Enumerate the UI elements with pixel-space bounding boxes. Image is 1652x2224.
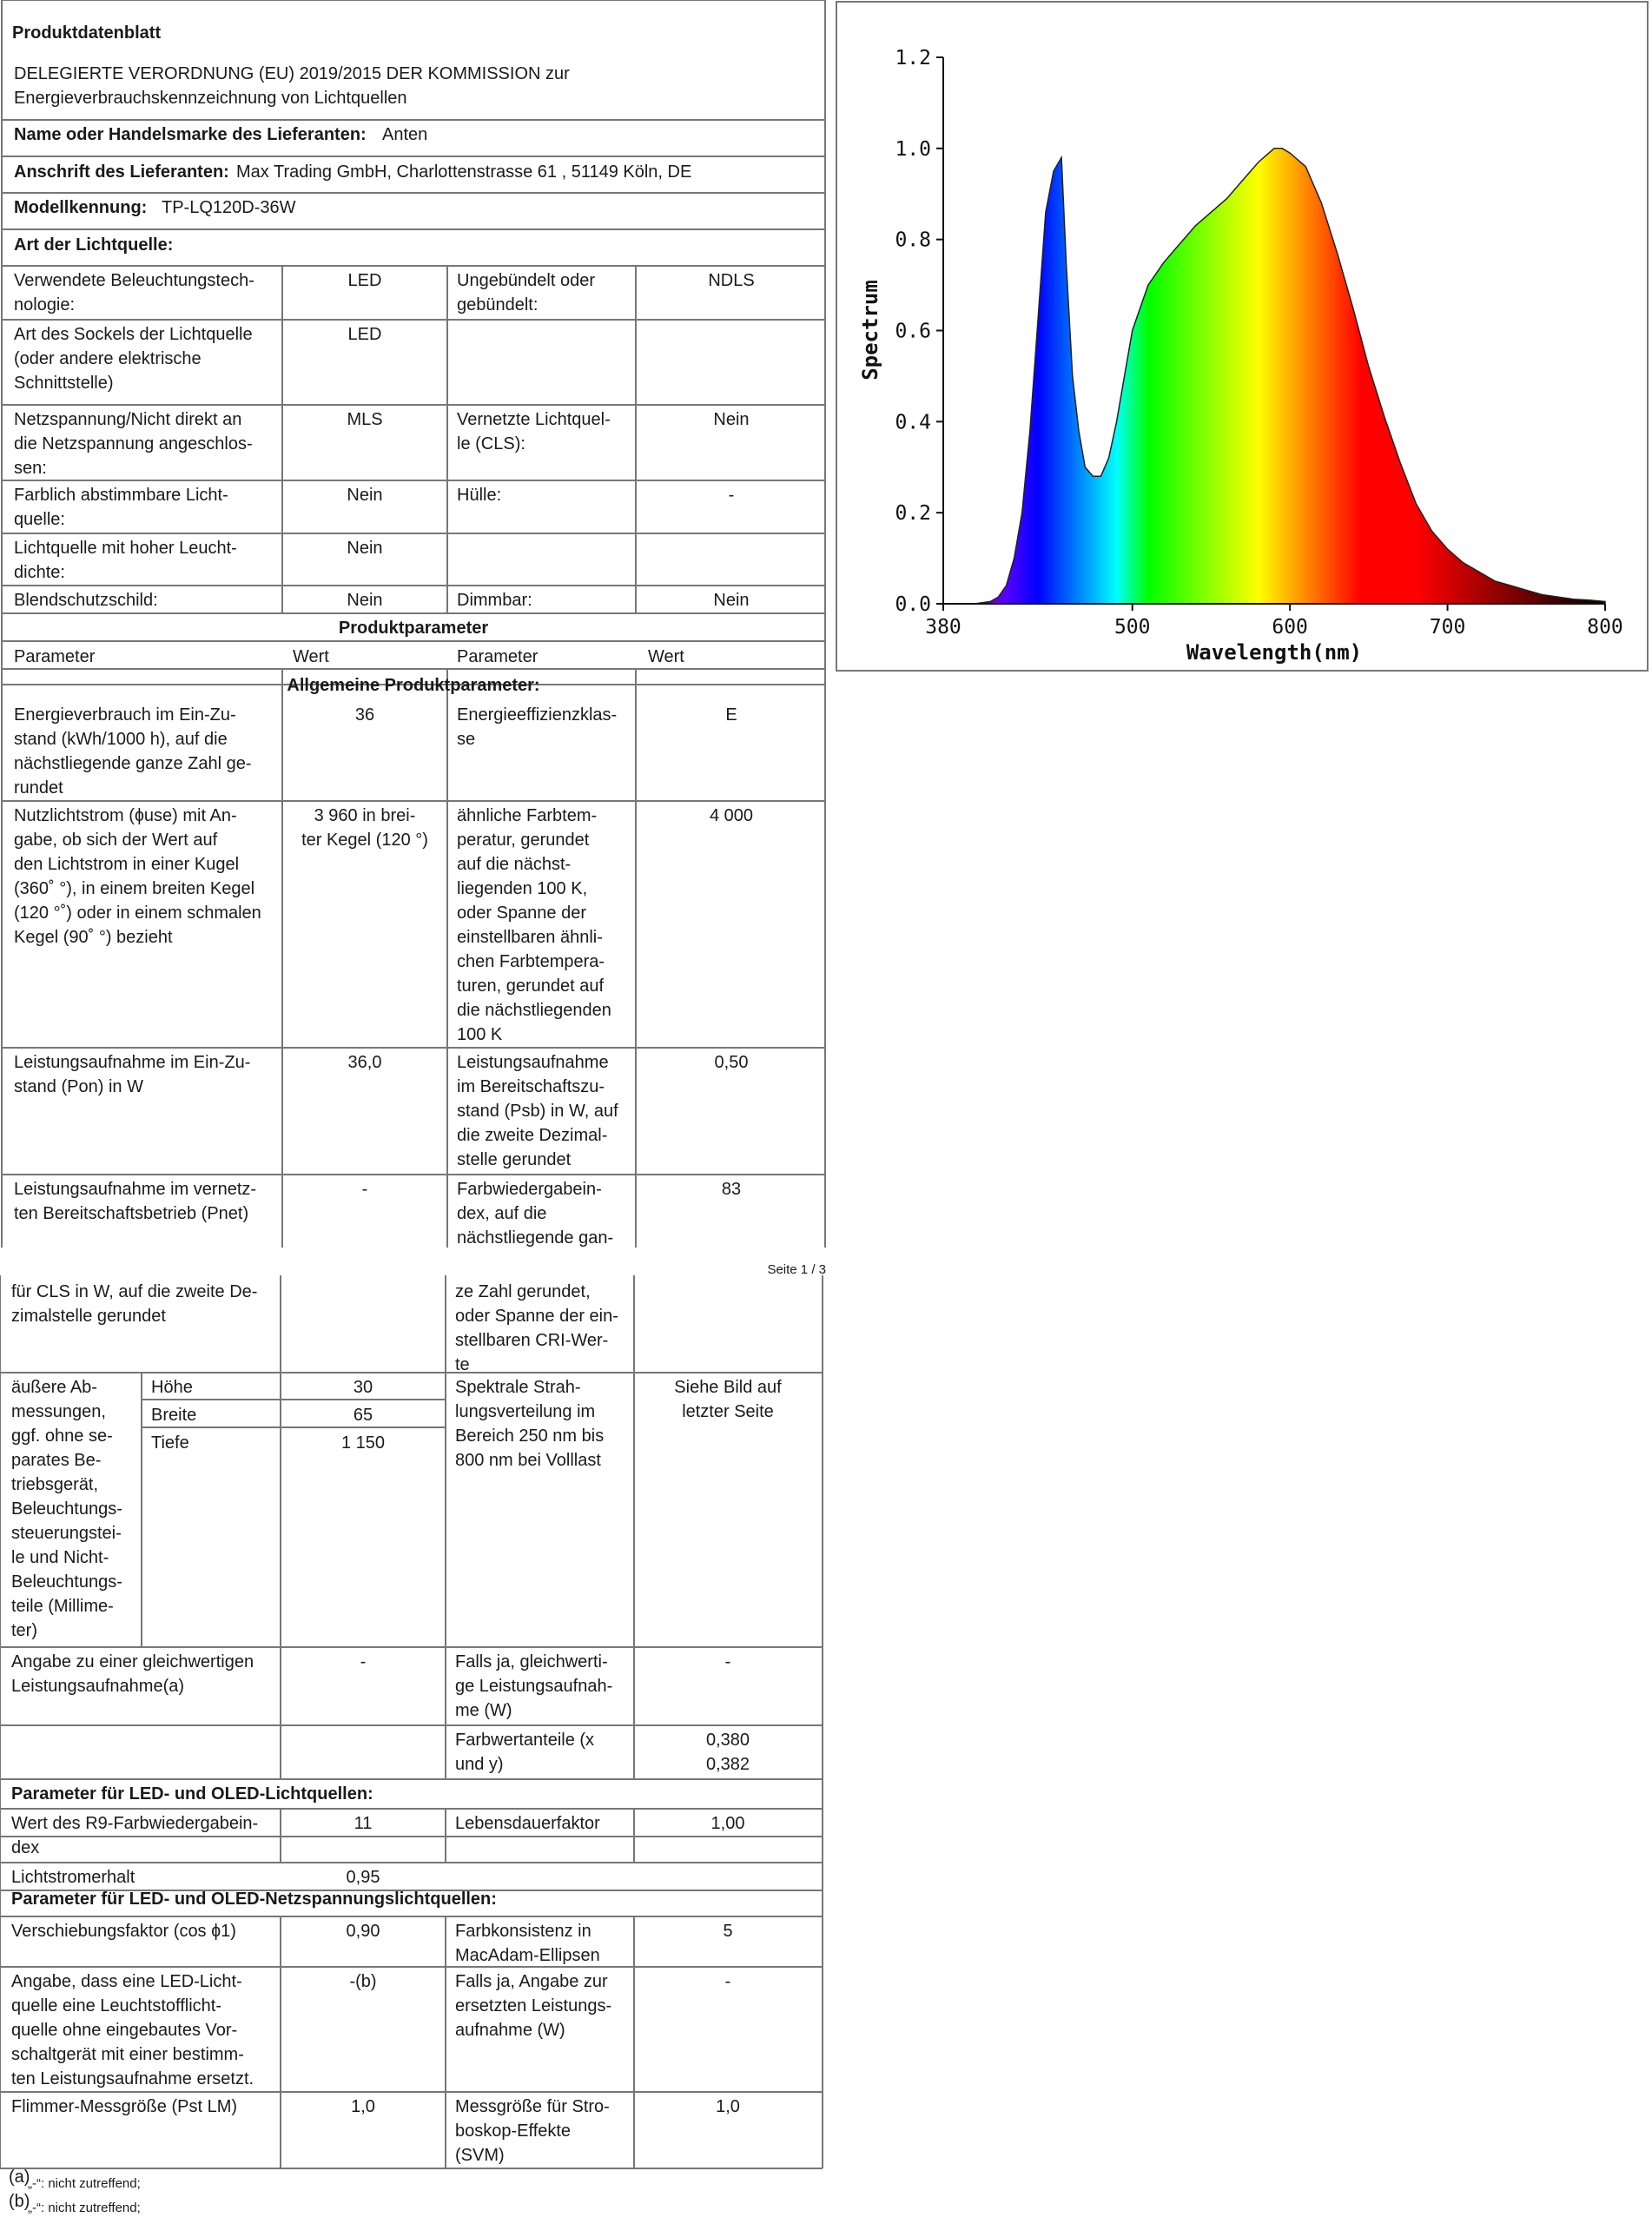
parameter-label: quelle eine Leuchtstofflicht-	[11, 1996, 222, 2016]
parameter-label: quelle ohne eingebautes Vor-	[11, 2021, 238, 2040]
parameter-value: ter Kegel (120 °)	[301, 831, 428, 850]
parameter-label: Wert des R9-Farbwiedergabein-	[11, 1814, 259, 1833]
parameter-value: 0,382	[705, 1755, 750, 1774]
parameter-value: 36,0	[347, 1053, 382, 1072]
parameter-label: im Bereitschaftszu-	[457, 1077, 605, 1096]
parameter-label: dex, auf die	[457, 1204, 547, 1223]
parameter-value: Nein	[713, 410, 750, 429]
parameter-label: gebündelt:	[457, 295, 539, 314]
parameter-label: Art des Sockels der Lichtquelle	[14, 325, 253, 344]
parameter-value: Nein	[347, 539, 383, 558]
parameter-label: Beleuchtungs-	[11, 1499, 122, 1519]
parameter-label: 100 K	[457, 1025, 503, 1044]
parameter-label: dichte:	[14, 563, 65, 582]
parameter-label: ggf. ohne se-	[11, 1426, 113, 1446]
parameter-value: 1,0	[351, 2097, 375, 2116]
dimension-label: Höhe	[151, 1378, 193, 1397]
parameter-label: quelle:	[14, 510, 65, 529]
dimension-value: 65	[353, 1406, 373, 1425]
parameter-value: 36	[354, 705, 375, 725]
parameter-value: 0,50	[714, 1053, 749, 1072]
parameter-label: Angabe zu einer gleichwertigen	[11, 1652, 254, 1671]
x-tick-label: 380	[925, 616, 961, 639]
column-header-value: Wert	[293, 647, 329, 666]
regulation-subtitle: DELEGIERTE VERORDNUNG (EU) 2019/2015 DER KOMMISSION zur	[14, 64, 570, 83]
x-tick-label: 600	[1272, 616, 1308, 639]
parameter-value: -	[728, 486, 735, 505]
x-axis-label: Wavelength(nm)	[1186, 640, 1363, 665]
table-text	[9, 23, 826, 2215]
parameter-value: -	[360, 1652, 367, 1671]
parameter-label: me (W)	[455, 1701, 512, 1720]
parameter-label: aufnahme (W)	[455, 2021, 565, 2040]
parameter-label: (120 °˚) oder in einem schmalen	[14, 904, 261, 923]
parameter-label: sen:	[14, 459, 47, 478]
light-source-type-heading: Art der Lichtquelle:	[14, 235, 174, 255]
parameter-value: 1,00	[710, 1814, 745, 1833]
footnote-text: „-“: nicht zutreffend;	[28, 2176, 141, 2191]
parameter-value: MLS	[347, 410, 383, 429]
parameter-label: Blendschutzschild:	[14, 591, 158, 610]
parameter-label: lungsverteilung im	[455, 1402, 596, 1421]
parameter-label: ten Bereitschaftsbetrieb (Pnet)	[14, 1204, 249, 1223]
parameter-label: nologie:	[14, 295, 76, 314]
model-label: Modellkennung:	[14, 198, 148, 217]
y-tick-label: 0.4	[895, 411, 931, 434]
parameter-label: Farbwiedergabein-	[457, 1180, 602, 1199]
parameter-value: letzter Seite	[682, 1402, 774, 1421]
parameter-label: die nächstliegenden	[457, 1001, 611, 1020]
parameter-value: 0,95	[346, 1868, 380, 1887]
parameter-value: E	[725, 705, 737, 725]
parameter-label: (oder andere elektrische	[14, 349, 202, 368]
parameter-label: Dimmbar:	[457, 591, 532, 610]
parameter-value: Nein	[347, 591, 383, 610]
parameter-label: oder Spanne der	[457, 904, 587, 923]
page-number: Seite 1 / 3	[767, 1262, 826, 1277]
parameter-label: Netzspannung/Nicht direkt an	[14, 410, 242, 429]
y-tick-label: 0.8	[895, 228, 931, 252]
parameter-label: einstellbaren ähnli-	[457, 928, 603, 947]
parameter-label: parates Be-	[11, 1451, 102, 1470]
parameter-label: oder Spanne der ein-	[455, 1307, 618, 1326]
parameter-value: 4 000	[709, 806, 754, 825]
parameter-label: Falls ja, gleichwerti-	[455, 1652, 608, 1671]
parameter-label: Energieeffizienzklas-	[457, 705, 618, 725]
parameter-label: Hülle:	[457, 486, 502, 505]
parameter-label: stand (Psb) in W, auf	[457, 1102, 618, 1121]
parameter-label: Flimmer-Messgröße (Pst LM)	[11, 2097, 238, 2116]
parameter-value: Nein	[713, 591, 750, 610]
parameter-label: Angabe, dass eine LED-Licht-	[11, 1972, 242, 1991]
parameter-label: Schnittstelle)	[14, 374, 114, 393]
parameter-value: 0,90	[346, 1922, 380, 1941]
parameter-label: ähnliche Farbtem-	[457, 806, 598, 825]
parameter-label: chen Farbtempera-	[457, 952, 605, 971]
parameter-value: -(b)	[349, 1972, 377, 1991]
parameter-value: -	[724, 1972, 731, 1991]
parameter-value: Nein	[347, 486, 383, 505]
page-title: Produktdatenblatt	[12, 23, 162, 43]
y-tick-label: 1.0	[895, 137, 931, 161]
parameter-value: LED	[347, 271, 382, 290]
parameter-label: schaltgerät mit einer bestimm-	[11, 2045, 244, 2064]
section-heading-product-parameters: Produktparameter	[338, 619, 489, 638]
parameter-label: liegenden 100 K,	[457, 879, 588, 898]
parameter-label: Bereich 250 nm bis	[455, 1426, 605, 1446]
parameter-value: Siehe Bild auf	[674, 1378, 782, 1397]
parameter-label: Verwendete Beleuchtungstech-	[14, 271, 254, 290]
model-value: TP-LQ120D-36W	[162, 198, 296, 217]
parameter-label: nächstliegende ganze Zahl ge-	[14, 754, 252, 773]
parameter-label: steuerungstei-	[11, 1524, 122, 1543]
parameter-label: ter)	[11, 1621, 37, 1640]
x-tick-label: 500	[1113, 616, 1151, 639]
parameter-value: 11	[354, 1814, 373, 1833]
parameter-label: 800 nm bei Volllast	[455, 1451, 601, 1470]
regulation-subtitle: Energieverbrauchskennzeichnung von Lichtquellen	[14, 89, 407, 108]
parameter-label: auf die nächst-	[457, 855, 572, 874]
parameter-label: für CLS in W, auf die zweite De-	[11, 1282, 258, 1301]
parameter-label: die Netzspannung angeschlos-	[14, 434, 253, 453]
section-heading-led: Parameter für LED- und OLED-Lichtquellen:	[11, 1784, 373, 1804]
parameter-value: LED	[347, 325, 382, 344]
parameter-value: 1,0	[716, 2097, 740, 2116]
parameter-label: dex	[11, 1838, 40, 1857]
parameter-label: te	[455, 1355, 470, 1374]
section-heading-led-mains: Parameter für LED- und OLED-Netzspannungslichtquellen:	[11, 1890, 497, 1909]
parameter-label: Leistungsaufnahme im vernetz-	[14, 1180, 257, 1199]
parameter-value: 83	[721, 1180, 742, 1199]
parameter-label: Leistungsaufnahme(a)	[11, 1677, 185, 1696]
supplier-address-value: Max Trading GmbH, Charlottenstrasse 61 , 51149 Köln, DE	[236, 162, 692, 182]
parameter-label: stelle gerundet	[457, 1150, 572, 1169]
dimension-value: 30	[353, 1378, 373, 1397]
parameter-label: ten Leistungsaufnahme ersetzt.	[11, 2069, 254, 2088]
parameter-value: 3 960 in brei-	[314, 806, 416, 825]
parameter-value: -	[724, 1652, 731, 1671]
parameter-label: die zweite Dezimal-	[457, 1126, 608, 1145]
supplier-name-value: Anten	[382, 125, 428, 144]
parameter-label: Nutzlichtstrom (ɸuse) mit An-	[14, 806, 237, 825]
supplier-name-label: Name oder Handelsmarke des Lieferanten:	[14, 125, 367, 144]
footnote-text: „-“: nicht zutreffend;	[28, 2201, 141, 2215]
parameter-label: stellbaren CRI-Wer-	[455, 1331, 609, 1350]
y-tick-label: 0.2	[895, 502, 931, 526]
parameter-label: gabe, ob sich der Wert auf	[14, 831, 218, 850]
dimension-label: Breite	[151, 1406, 197, 1425]
y-tick-label: 0.6	[895, 320, 931, 343]
x-tick-label: 700	[1429, 616, 1466, 639]
parameter-label: Farbkonsistenz in	[455, 1922, 591, 1941]
section-heading-general: Allgemeine Produktparameter:	[287, 676, 540, 695]
column-header-parameter: Parameter	[457, 647, 539, 666]
y-axis-label: Spectrum	[858, 280, 882, 381]
parameter-label: turen, gerundet auf	[457, 976, 605, 996]
parameter-label: Spektrale Strah-	[455, 1378, 581, 1397]
parameter-label: le (CLS):	[457, 434, 525, 453]
parameter-label: Farbwertanteile (x	[455, 1731, 595, 1750]
parameter-value: 5	[723, 1922, 733, 1941]
parameter-label: teile (Millime-	[11, 1597, 114, 1616]
y-tick-label: 0.0	[895, 593, 931, 616]
parameter-value: NDLS	[708, 271, 755, 290]
parameter-label: Energieverbrauch im Ein-Zu-	[14, 705, 236, 725]
parameter-label: Beleuchtungs-	[11, 1572, 122, 1592]
column-header-value: Wert	[648, 647, 684, 666]
parameter-label: Leistungsaufnahme im Ein-Zu-	[14, 1053, 251, 1072]
parameter-label: boskop-Effekte	[455, 2121, 572, 2141]
parameter-label: stand (kWh/1000 h), auf die	[14, 730, 228, 749]
parameter-label: (SVM)	[455, 2146, 505, 2165]
parameter-label: äußere Ab-	[11, 1378, 97, 1397]
x-tick-label: 800	[1587, 616, 1623, 639]
parameter-label: Ungebündelt oder	[457, 271, 596, 290]
parameter-label: rundet	[14, 778, 63, 798]
parameter-label: Lichtstromerhalt	[11, 1868, 135, 1887]
parameter-label: ersetzten Leistungs-	[455, 1996, 612, 2016]
parameter-label: MacAdam-Ellipsen	[455, 1946, 600, 1965]
parameter-label: und y)	[455, 1755, 504, 1774]
parameter-label: messungen,	[11, 1402, 106, 1421]
parameter-label: stand (Pon) in W	[14, 1077, 143, 1096]
parameter-label: triebsgerät,	[11, 1475, 99, 1494]
supplier-address-label: Anschrift des Lieferanten:	[14, 162, 229, 182]
column-header-parameter: Parameter	[14, 647, 96, 666]
parameter-label: se	[457, 730, 476, 749]
parameter-label: Leistungsaufnahme	[457, 1053, 609, 1072]
parameter-value: 0,380	[705, 1731, 750, 1750]
parameter-label: Messgröße für Stro-	[455, 2097, 610, 2116]
dimension-value: 1 150	[340, 1433, 386, 1453]
parameter-label: Verschiebungsfaktor (cos ɸ1)	[11, 1922, 236, 1941]
parameter-label: Lichtquelle mit hoher Leucht-	[14, 539, 237, 558]
parameter-label: ze Zahl gerundet,	[455, 1282, 591, 1301]
parameter-label: zimalstelle gerundet	[11, 1307, 166, 1326]
dimension-label: Tiefe	[151, 1433, 189, 1453]
footnote-mark: (a)	[9, 2168, 30, 2187]
parameter-label: ge Leistungsaufnah-	[455, 1677, 613, 1696]
parameter-label: Falls ja, Angabe zur	[455, 1972, 608, 1991]
parameter-label: Vernetzte Lichtquel-	[457, 410, 611, 429]
parameter-label: Farblich abstimmbare Licht-	[14, 486, 228, 505]
parameter-label: den Lichtstrom in einer Kugel	[14, 855, 240, 874]
y-tick-label: 1.2	[895, 47, 931, 70]
spectrum-chart	[836, 2, 1648, 671]
parameter-label: le und Nicht-	[11, 1548, 109, 1567]
parameter-label: (360˚ °), in einem breiten Kegel	[14, 879, 255, 898]
parameter-label: peratur, gerundet	[457, 831, 590, 850]
parameter-value: -	[361, 1180, 368, 1199]
parameter-label: nächstliegende gan-	[457, 1228, 614, 1248]
parameter-label: Kegel (90˚ °) bezieht	[14, 928, 173, 947]
parameter-label: Lebensdauerfaktor	[455, 1814, 600, 1833]
footnote-mark: (b)	[9, 2192, 30, 2211]
